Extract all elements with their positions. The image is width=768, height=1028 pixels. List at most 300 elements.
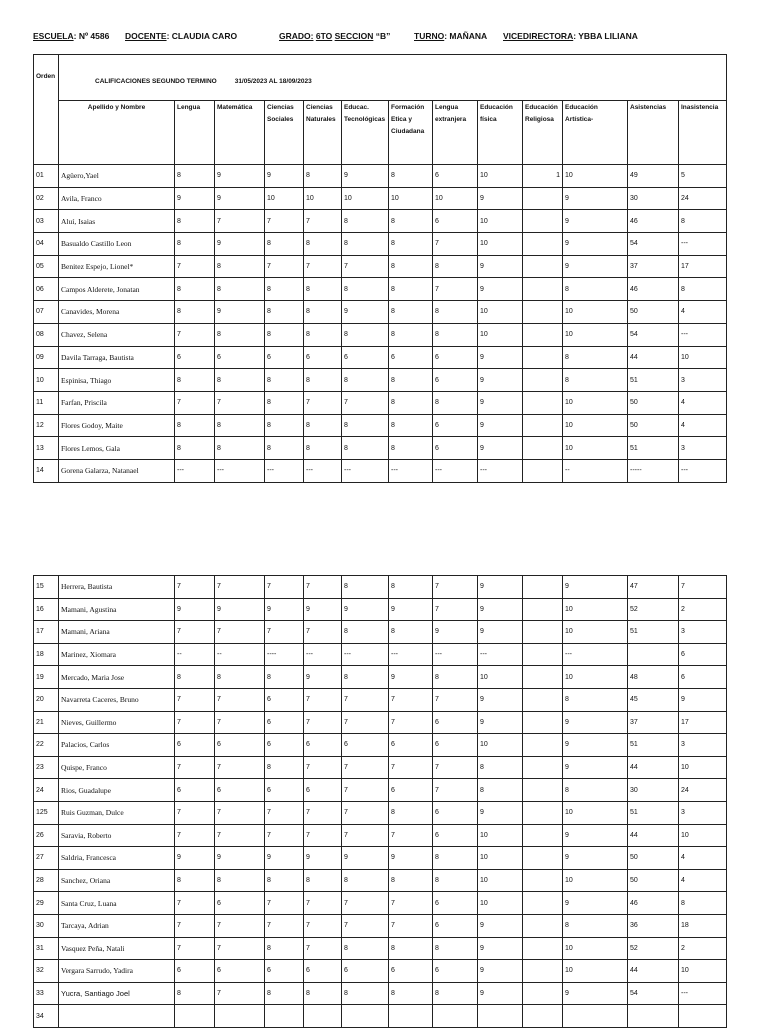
student-row <box>34 621 727 644</box>
grade-cell: 9 <box>563 210 628 233</box>
grade-cell: 8 <box>342 278 389 301</box>
grade-cell: 10 <box>478 233 523 256</box>
grade-cell: 8 <box>342 576 389 599</box>
grade-cell <box>523 459 563 482</box>
grade-cell: 7 <box>175 255 215 278</box>
order-number-cell: 34 <box>34 1005 59 1028</box>
grade-cell: 8 <box>433 666 478 689</box>
grade-cell: 8 <box>175 233 215 256</box>
order-number-cell: 31 <box>34 937 59 960</box>
grade-cell: 8 <box>175 301 215 324</box>
order-number-cell: 04 <box>34 233 59 256</box>
grade-cell: 44 <box>628 824 679 847</box>
grade-cell: 8 <box>389 369 433 392</box>
grade-cell: 9 <box>563 233 628 256</box>
column-header: Lengua extranjera <box>433 101 478 165</box>
grade-cell: 6 <box>304 346 342 369</box>
grade-cell: --- <box>478 643 523 666</box>
grade-cell: 9 <box>175 187 215 210</box>
grade-cell: 7 <box>304 576 342 599</box>
student-row <box>34 323 727 346</box>
grade-cell: 8 <box>433 869 478 892</box>
grade-cell <box>523 391 563 414</box>
grade-cell: 6 <box>265 688 304 711</box>
grade-cell <box>628 643 679 666</box>
grade-cell: 6 <box>265 711 304 734</box>
order-number-cell: 20 <box>34 688 59 711</box>
student-name-cell: Mercado, Maria Jose <box>59 666 175 689</box>
grade-cell: 7 <box>342 756 389 779</box>
grade-cell: 6 <box>389 779 433 802</box>
grade-cell: 10 <box>342 187 389 210</box>
student-name-cell: Basualdo Castillo Leon <box>59 233 175 256</box>
grade-cell: 10 <box>478 666 523 689</box>
grade-cell: 8 <box>389 278 433 301</box>
grade-cell: 7 <box>304 892 342 915</box>
turno-field <box>414 31 487 41</box>
order-number-cell: 07 <box>34 301 59 324</box>
grade-cell: 8 <box>265 233 304 256</box>
grade-cell: 3 <box>679 621 727 644</box>
grade-cell: 8 <box>563 688 628 711</box>
student-name-cell: Aluí, Isaias <box>59 210 175 233</box>
grade-cell: 8 <box>389 414 433 437</box>
grades-table-page-1 <box>33 54 727 483</box>
order-number-cell: 09 <box>34 346 59 369</box>
student-name-cell: Campos Alderete, Jonatan <box>59 278 175 301</box>
grade-cell: --- <box>265 459 304 482</box>
grade-cell: 10 <box>478 323 523 346</box>
student-name-cell: Sanchez, Oriana <box>59 869 175 892</box>
grade-cell: 7 <box>304 711 342 734</box>
grade-cell: 52 <box>628 937 679 960</box>
grade-cell: 8 <box>389 576 433 599</box>
grade-cell: 9 <box>433 621 478 644</box>
order-number-cell: 21 <box>34 711 59 734</box>
grade-cell: 45 <box>628 688 679 711</box>
grade-cell: 9 <box>342 165 389 188</box>
grade-cell <box>523 779 563 802</box>
grade-cell: 6 <box>175 779 215 802</box>
grade-cell: 8 <box>563 346 628 369</box>
grade-cell <box>523 824 563 847</box>
grade-cell: 8 <box>175 278 215 301</box>
grade-cell <box>523 346 563 369</box>
student-row <box>34 165 727 188</box>
docente-field <box>125 31 237 41</box>
grade-cell: 54 <box>628 982 679 1005</box>
grade-cell: 10 <box>563 960 628 983</box>
grade-cell: 9 <box>478 576 523 599</box>
grade-cell: 10 <box>563 301 628 324</box>
grade-cell: 46 <box>628 210 679 233</box>
grade-cell: 8 <box>342 666 389 689</box>
grade-cell: 50 <box>628 301 679 324</box>
grade-cell: 8 <box>265 982 304 1005</box>
grade-cell: 10 <box>679 960 727 983</box>
grade-cell: 6 <box>265 779 304 802</box>
grade-cell: 18 <box>679 914 727 937</box>
column-header: Ciencias Sociales <box>265 101 304 165</box>
grade-cell: 6 <box>433 369 478 392</box>
grade-cell: 9 <box>342 598 389 621</box>
grade-cell: 8 <box>265 414 304 437</box>
grade-cell: 8 <box>265 666 304 689</box>
grade-cell: 7 <box>215 711 265 734</box>
student-name-cell: Marinez, Xiomara <box>59 643 175 666</box>
grade-cell: 8 <box>342 210 389 233</box>
grade-cell: 10 <box>478 869 523 892</box>
grade-cell: 6 <box>215 346 265 369</box>
grade-cell: 8 <box>175 982 215 1005</box>
grade-cell <box>523 688 563 711</box>
grade-cell: 8 <box>433 937 478 960</box>
order-number-cell: 30 <box>34 914 59 937</box>
student-name-cell: Saldria, Francesca <box>59 847 175 870</box>
grade-cell: 6 <box>175 346 215 369</box>
grade-cell: 7 <box>175 937 215 960</box>
grade-cell <box>523 210 563 233</box>
grades-table-page-2 <box>33 575 727 1028</box>
grade-cell: 6 <box>433 734 478 757</box>
order-number-cell: 17 <box>34 621 59 644</box>
grade-cell: 3 <box>679 801 727 824</box>
grade-cell: 9 <box>215 165 265 188</box>
student-name-cell: Benitez Espejo, Lionel* <box>59 255 175 278</box>
grade-cell: -- <box>563 459 628 482</box>
student-name-cell: Espinisa, Thiago <box>59 369 175 392</box>
student-name-cell: Saravia, Roberto <box>59 824 175 847</box>
column-header: Lengua <box>175 101 215 165</box>
grado-value: 6TO <box>315 31 333 41</box>
grade-cell: 10 <box>563 414 628 437</box>
grade-cell: 10 <box>679 824 727 847</box>
grade-cell: 9 <box>478 255 523 278</box>
grade-cell: 9 <box>478 278 523 301</box>
grade-cell: 8 <box>215 278 265 301</box>
student-row <box>34 869 727 892</box>
table-date-range: 31/05/2023 AL 18/09/2023 <box>234 78 312 85</box>
grade-cell: 9 <box>304 598 342 621</box>
grade-cell: 50 <box>628 391 679 414</box>
grade-cell: 9 <box>478 598 523 621</box>
grade-cell: 7 <box>265 914 304 937</box>
grade-cell: 7 <box>304 914 342 937</box>
grade-cell: 8 <box>389 869 433 892</box>
grade-cell: 8 <box>563 369 628 392</box>
grade-cell: 8 <box>215 369 265 392</box>
grade-cell: 6 <box>304 734 342 757</box>
grade-cell: 8 <box>389 437 433 460</box>
docente-value: : CLAUDIA CARO <box>166 31 238 41</box>
student-name-cell: Palacios, Carlos <box>59 734 175 757</box>
grade-cell: 6 <box>389 734 433 757</box>
grade-cell <box>523 233 563 256</box>
grade-cell: 9 <box>563 576 628 599</box>
student-row <box>34 801 727 824</box>
grade-cell: 10 <box>478 824 523 847</box>
grade-cell: 8 <box>389 301 433 324</box>
student-name-cell: Mamani, Ariana <box>59 621 175 644</box>
grade-cell: 9 <box>342 847 389 870</box>
order-number-cell: 29 <box>34 892 59 915</box>
grade-cell: 7 <box>265 801 304 824</box>
student-row <box>34 187 727 210</box>
grade-cell: 7 <box>304 688 342 711</box>
grade-cell: 9 <box>478 960 523 983</box>
order-number-cell: 13 <box>34 437 59 460</box>
grade-cell <box>523 323 563 346</box>
student-name-cell: Ruis Guzman, Dulce <box>59 801 175 824</box>
escuela-value: : Nº 4586 <box>73 31 110 41</box>
grade-cell: 8 <box>215 437 265 460</box>
student-name-cell: Herrera, Bautista <box>59 576 175 599</box>
grade-cell: 6 <box>389 346 433 369</box>
grade-cell: 6 <box>679 666 727 689</box>
grade-cell <box>523 369 563 392</box>
grade-cell: 7 <box>175 824 215 847</box>
grade-cell: 8 <box>265 391 304 414</box>
grade-cell <box>523 982 563 1005</box>
grade-cell: 8 <box>563 779 628 802</box>
grade-cell: 9 <box>563 255 628 278</box>
grade-cell: 46 <box>628 278 679 301</box>
grade-cell: 10 <box>563 598 628 621</box>
grade-cell: 51 <box>628 801 679 824</box>
grado-label: GRADO: <box>279 31 314 41</box>
grade-cell: 7 <box>215 982 265 1005</box>
grade-cell: 8 <box>389 233 433 256</box>
grade-cell: --- <box>342 643 389 666</box>
grade-cell: 10 <box>563 801 628 824</box>
student-row <box>34 960 727 983</box>
grade-cell: 6 <box>433 892 478 915</box>
grade-cell: 51 <box>628 734 679 757</box>
grade-cell <box>523 301 563 324</box>
grade-cell: 9 <box>563 711 628 734</box>
grade-cell: 4 <box>679 869 727 892</box>
column-header: Educac. Tecnológicas <box>342 101 389 165</box>
grade-cell: 7 <box>175 688 215 711</box>
student-name-cell: Farfan, Priscila <box>59 391 175 414</box>
grade-cell: 7 <box>215 914 265 937</box>
grade-cell: 8 <box>679 278 727 301</box>
grade-cell: 9 <box>304 666 342 689</box>
student-row <box>34 369 727 392</box>
grade-cell: 6 <box>433 210 478 233</box>
grade-cell: 8 <box>304 414 342 437</box>
grade-cell: 54 <box>628 323 679 346</box>
grade-cell: 36 <box>628 914 679 937</box>
grade-cell: 30 <box>628 779 679 802</box>
grade-cell <box>523 621 563 644</box>
grade-cell: 6 <box>433 165 478 188</box>
grade-cell: 4 <box>679 301 727 324</box>
grade-cell: --- <box>304 643 342 666</box>
grade-cell: 8 <box>478 756 523 779</box>
student-row <box>34 756 727 779</box>
grade-cell: 7 <box>433 688 478 711</box>
student-name-cell: Gorena Galarza, Natanael <box>59 459 175 482</box>
order-number-cell: 14 <box>34 459 59 482</box>
grade-cell: 7 <box>265 892 304 915</box>
column-header: Educación Religiosa <box>523 101 563 165</box>
grade-cell: 7 <box>215 576 265 599</box>
student-row <box>34 255 727 278</box>
grade-cell: 3 <box>679 437 727 460</box>
grade-cell: 6 <box>389 960 433 983</box>
grade-cell: 7 <box>215 756 265 779</box>
grade-cell: 51 <box>628 437 679 460</box>
student-name-cell: Vasquez Peña, Natali <box>59 937 175 960</box>
grade-cell: 9 <box>563 187 628 210</box>
grade-cell: 7 <box>215 824 265 847</box>
grade-cell: 6 <box>215 892 265 915</box>
grade-cell: 8 <box>304 369 342 392</box>
grade-cell <box>523 643 563 666</box>
grade-cell: 8 <box>215 255 265 278</box>
grade-cell <box>523 914 563 937</box>
student-row <box>34 734 727 757</box>
grade-cell: 6 <box>433 346 478 369</box>
grade-cell: 6 <box>215 734 265 757</box>
grade-cell: 54 <box>628 233 679 256</box>
grade-cell: 7 <box>304 621 342 644</box>
grade-cell: 9 <box>215 598 265 621</box>
column-header: Apellido y Nombre <box>59 101 175 165</box>
grade-cell: 7 <box>342 801 389 824</box>
grade-cell: 9 <box>563 734 628 757</box>
grade-cell: 8 <box>433 847 478 870</box>
grade-cell: 8 <box>175 437 215 460</box>
grade-cell: 8 <box>304 437 342 460</box>
grade-cell: 9 <box>563 824 628 847</box>
grade-cell: 10 <box>478 847 523 870</box>
grade-cell: -- <box>215 643 265 666</box>
student-row <box>34 711 727 734</box>
grade-cell: 10 <box>563 666 628 689</box>
grade-cell: 6 <box>215 960 265 983</box>
grade-cell: 8 <box>175 666 215 689</box>
grade-cell: 7 <box>175 576 215 599</box>
grade-cell: ----- <box>628 459 679 482</box>
grade-cell: 9 <box>478 437 523 460</box>
grade-cell: 7 <box>265 621 304 644</box>
order-number-cell: 26 <box>34 824 59 847</box>
column-header: Asistencias <box>628 101 679 165</box>
grade-cell <box>523 937 563 960</box>
grade-cell: 10 <box>679 756 727 779</box>
column-header: Educación física <box>478 101 523 165</box>
grade-cell: 8 <box>215 414 265 437</box>
grade-cell: 8 <box>265 756 304 779</box>
grade-cell: 44 <box>628 756 679 779</box>
student-row <box>34 892 727 915</box>
grade-cell: 9 <box>478 414 523 437</box>
grade-cell: 8 <box>175 165 215 188</box>
grade-cell: 6 <box>433 914 478 937</box>
grade-cell <box>523 414 563 437</box>
grade-cell: 9 <box>563 847 628 870</box>
vicedirectora-label: VICEDIRECTORA <box>503 31 574 41</box>
grade-cell <box>523 869 563 892</box>
grade-cell: 6 <box>265 960 304 983</box>
grade-cell: 8 <box>342 869 389 892</box>
grade-cell: 8 <box>389 801 433 824</box>
grade-cell: -- <box>175 643 215 666</box>
grade-cell: 6 <box>342 734 389 757</box>
order-number-cell: 02 <box>34 187 59 210</box>
grade-cell: 52 <box>628 598 679 621</box>
grade-cell: --- <box>679 233 727 256</box>
student-name-cell: Flores Godoy, Maite <box>59 414 175 437</box>
grade-cell: 7 <box>433 779 478 802</box>
order-number-cell: 125 <box>34 801 59 824</box>
student-name-cell: Santa Cruz, Luana <box>59 892 175 915</box>
grade-cell: 7 <box>389 824 433 847</box>
grade-cell: 10 <box>478 165 523 188</box>
grade-cell: 9 <box>389 847 433 870</box>
grade-cell: 7 <box>342 711 389 734</box>
grade-cell: 10 <box>478 734 523 757</box>
order-number-cell: 32 <box>34 960 59 983</box>
grade-cell <box>523 576 563 599</box>
grade-cell <box>523 801 563 824</box>
student-row <box>34 210 727 233</box>
grade-cell: 9 <box>265 847 304 870</box>
grade-cell: --- <box>563 643 628 666</box>
grade-cell: 9 <box>215 187 265 210</box>
grade-cell: 10 <box>304 187 342 210</box>
student-name-cell: Quispe, Franco <box>59 756 175 779</box>
grade-cell: 8 <box>342 937 389 960</box>
grade-cell: 9 <box>478 621 523 644</box>
grade-cell: 46 <box>628 892 679 915</box>
docente-label: DOCENTE <box>125 31 167 41</box>
grade-cell: 7 <box>304 255 342 278</box>
grade-cell: 8 <box>265 437 304 460</box>
student-row <box>34 278 727 301</box>
grado-field <box>279 31 390 41</box>
grade-cell: 3 <box>679 734 727 757</box>
grade-cell: 9 <box>563 982 628 1005</box>
order-number-cell: 24 <box>34 779 59 802</box>
student-name-cell: Mamani, Agustina <box>59 598 175 621</box>
table-title <box>59 55 727 101</box>
order-number-cell: 10 <box>34 369 59 392</box>
grade-cell: 8 <box>679 892 727 915</box>
grade-cell: 6 <box>342 346 389 369</box>
grade-cell: 4 <box>679 414 727 437</box>
column-header: Ciencias Naturales <box>304 101 342 165</box>
grade-cell: 7 <box>265 824 304 847</box>
grade-cell: --- <box>433 643 478 666</box>
grade-cell: 7 <box>389 688 433 711</box>
grade-cell: 8 <box>304 982 342 1005</box>
grade-cell: 7 <box>175 391 215 414</box>
grade-cell: 24 <box>679 779 727 802</box>
grade-cell: 8 <box>175 414 215 437</box>
table-title-text: CALIFICACIONES SEGUNDO TERMINO <box>95 78 217 85</box>
grade-cell: 9 <box>175 598 215 621</box>
grade-cell: 24 <box>679 187 727 210</box>
grade-cell: 9 <box>563 892 628 915</box>
grade-cell: 6 <box>433 960 478 983</box>
grade-cell: 6 <box>679 643 727 666</box>
grade-cell: 7 <box>215 210 265 233</box>
grade-cell: 6 <box>433 801 478 824</box>
grade-cell: 7 <box>342 688 389 711</box>
